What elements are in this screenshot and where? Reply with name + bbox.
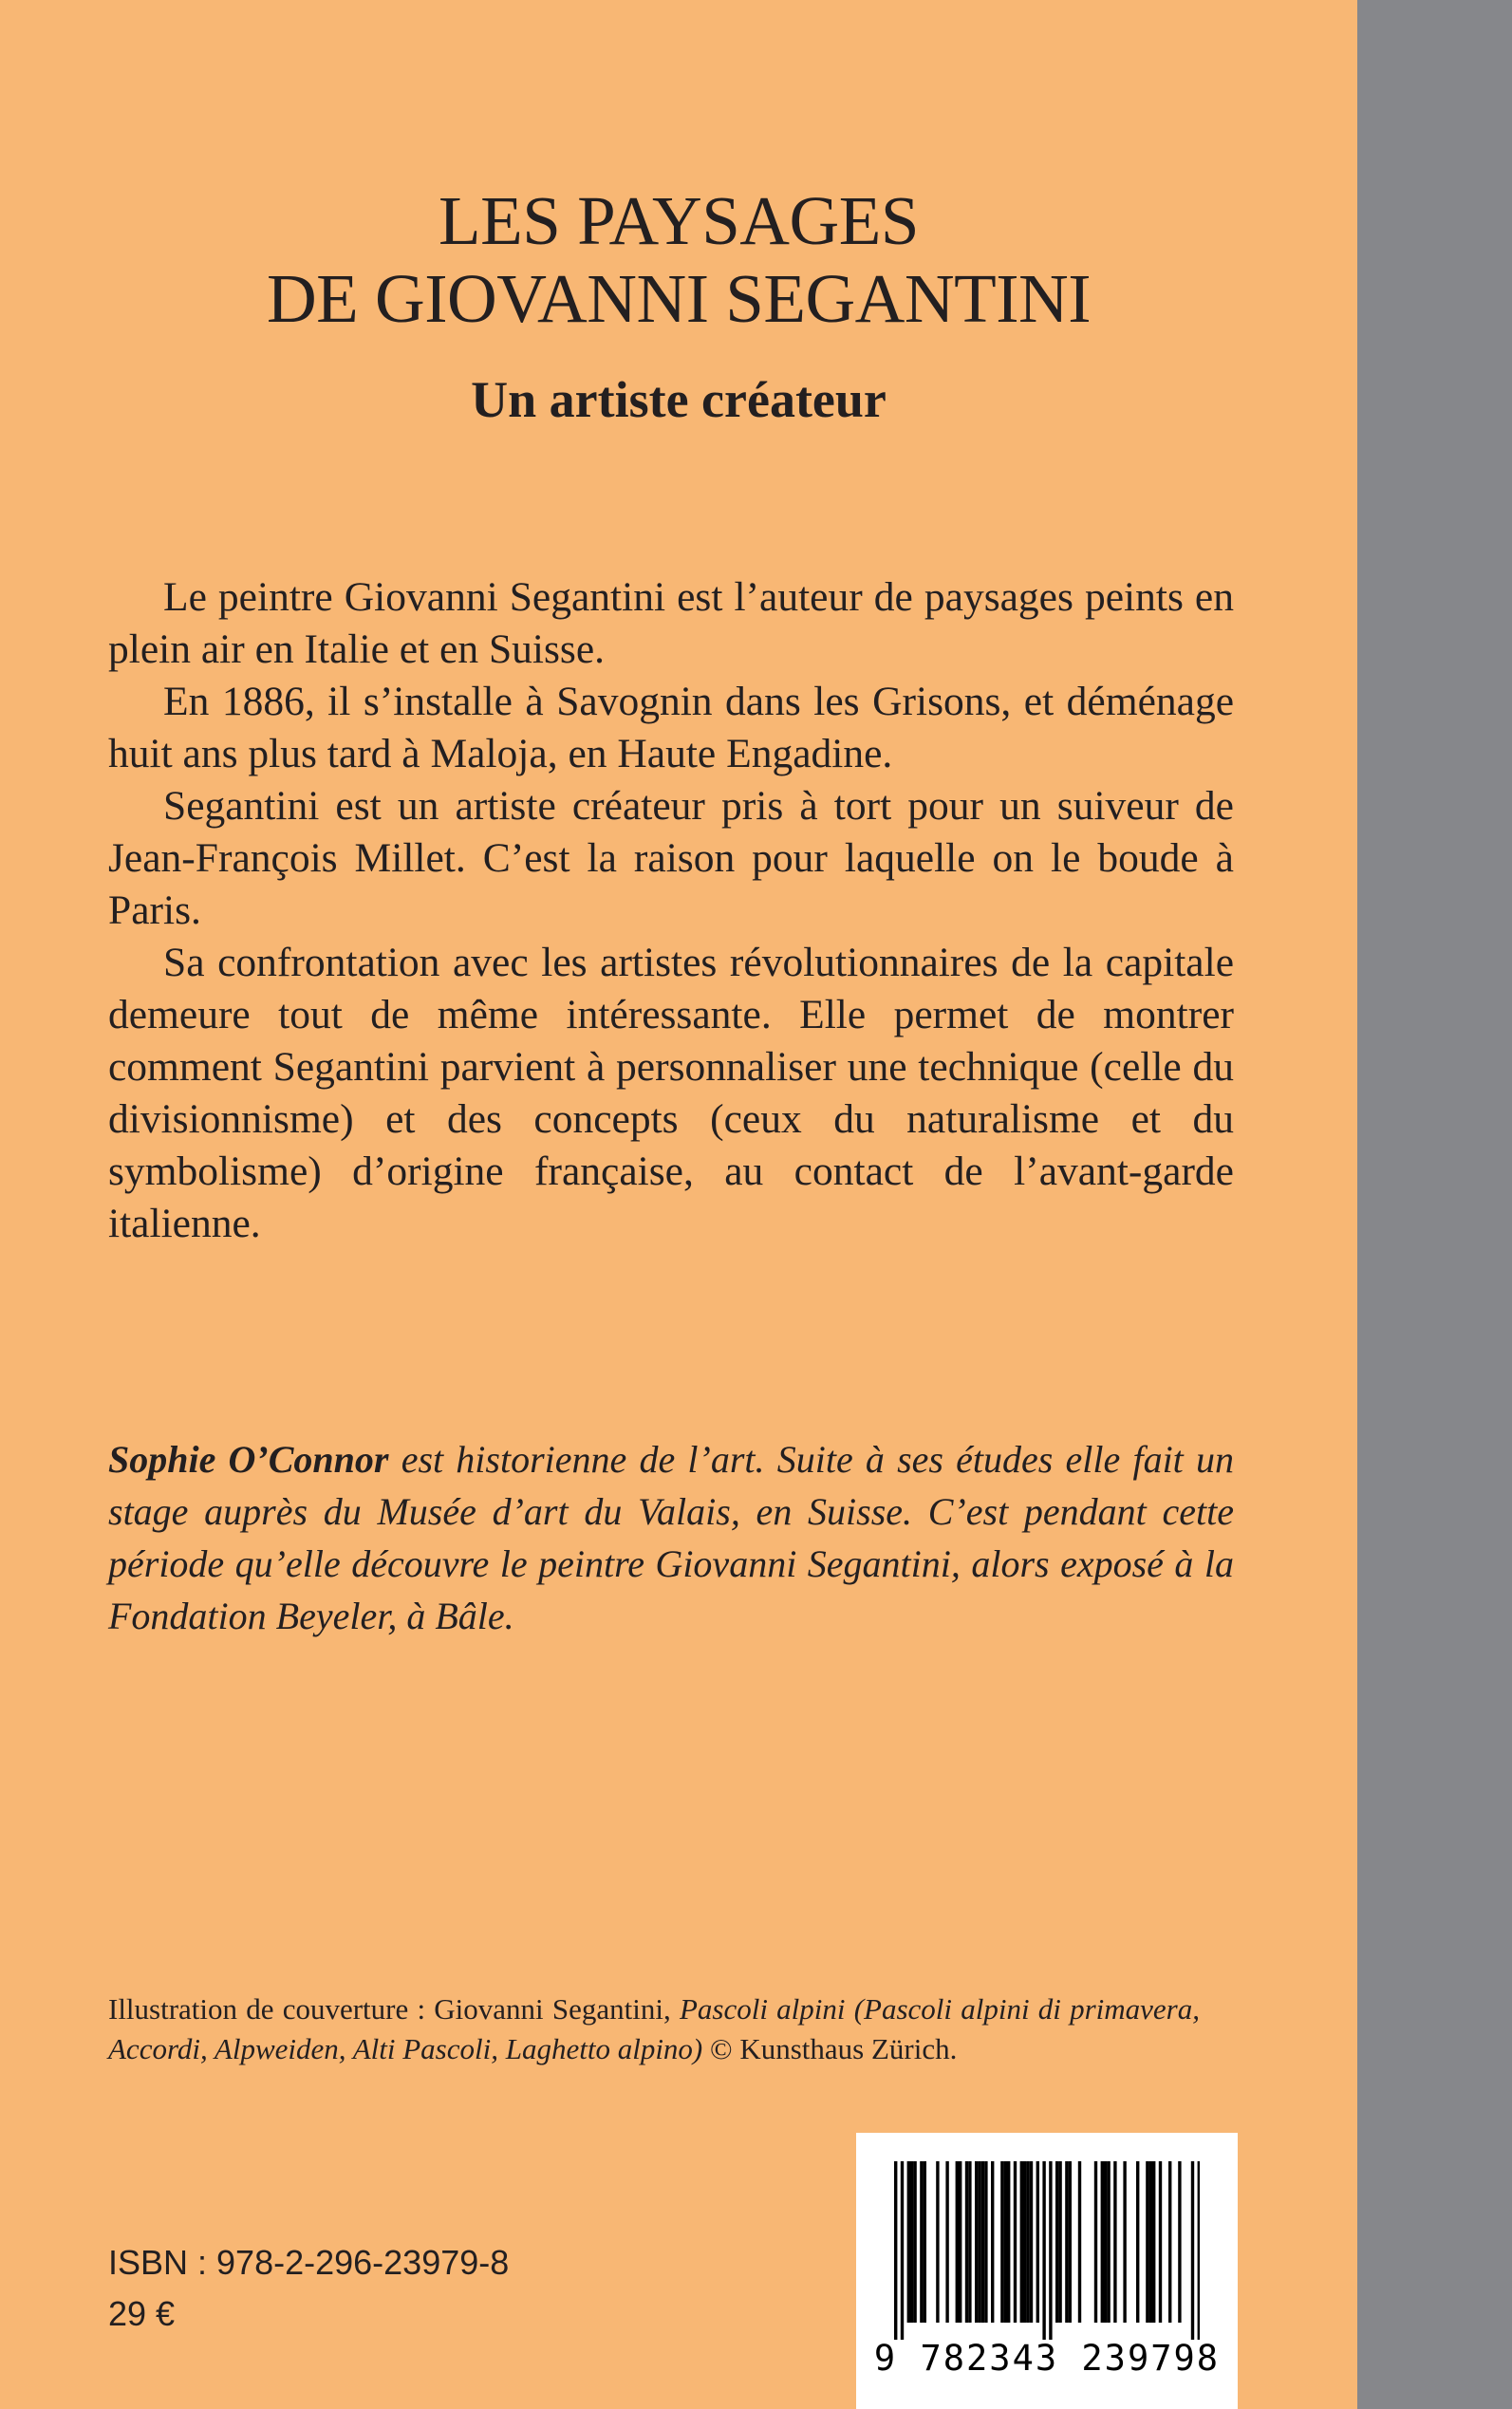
barcode-bar xyxy=(1104,2161,1107,2323)
barcode-bar xyxy=(975,2161,978,2323)
barcode-bar xyxy=(1000,2161,1003,2323)
barcode-bar xyxy=(1149,2161,1152,2323)
blurb-paragraph-1: Le peintre Giovanni Segantini est l’auteur de paysages peints en plein air en Italie et en Suisse. xyxy=(108,574,1234,672)
blurb-paragraph-4: Sa confrontation avec les artistes révolutionnaires de la capitale demeure tout de même intéressante. Elle permet de montrer comment Segantini parvient à personnaliser une technique (celle du divisionnisme) et des concepts (ceux du naturalisme et du symbolisme) d’origine française, au contact de l’avant-garde italienne. xyxy=(108,940,1234,1246)
barcode-bar xyxy=(968,2161,971,2323)
barcode-bar xyxy=(1168,2161,1171,2323)
barcode-bar xyxy=(984,2161,987,2323)
barcode-bar xyxy=(1146,2161,1148,2323)
barcode-bar xyxy=(1036,2161,1039,2323)
book-title-line-2: DE GIOVANNI SEGANTINI xyxy=(266,260,1092,337)
barcode-bar xyxy=(1191,2161,1194,2340)
barcode-bar xyxy=(936,2161,939,2323)
barcode-bar xyxy=(924,2161,926,2323)
barcode-bar xyxy=(1014,2161,1017,2323)
barcode-bar xyxy=(1058,2161,1061,2323)
illustration-credit xyxy=(108,1989,1200,2069)
barcode-bar xyxy=(1065,2161,1068,2323)
barcode-bar xyxy=(894,2161,897,2340)
barcode-bar xyxy=(1107,2161,1110,2323)
barcode-bar xyxy=(1042,2161,1045,2340)
blurb-paragraph-3: Segantini est un artiste créateur pris à tort pour un suiveur de Jean-François Millet. C’est la raison pour laquelle on le boude à Paris. xyxy=(108,783,1234,933)
barcode-bar xyxy=(1026,2161,1029,2323)
barcode-bar xyxy=(945,2161,948,2323)
barcode-bar xyxy=(920,2161,923,2323)
barcode-bar xyxy=(1178,2161,1181,2323)
barcode-bar xyxy=(956,2161,959,2323)
barcode-bar xyxy=(1101,2161,1104,2323)
credit-suffix: © Kunsthaus Zürich. xyxy=(702,2032,958,2065)
barcode-bar xyxy=(1020,2161,1023,2323)
credit-work-title: Pascoli alpini (Pascoli alpini di primavera, Accordi, Alpweiden, Alti Pascoli, Laghetto alpino) xyxy=(108,1992,1200,2065)
barcode-bar xyxy=(1094,2161,1097,2323)
isbn-label: ISBN : 978-2-296-23979-8 xyxy=(108,2243,510,2282)
barcode-bar xyxy=(1136,2161,1139,2323)
barcode-bar xyxy=(965,2161,968,2323)
barcode-bar xyxy=(1078,2161,1081,2323)
author-name: Sophie O’Connor xyxy=(108,1438,389,1481)
barcode-bar xyxy=(901,2161,904,2340)
barcode-bar xyxy=(1055,2161,1058,2323)
barcode-bar xyxy=(1030,2161,1033,2323)
barcode-bar xyxy=(1049,2161,1052,2340)
barcode-bar xyxy=(1159,2161,1162,2323)
barcode-bar xyxy=(913,2161,916,2323)
barcode-bar xyxy=(1123,2161,1126,2323)
barcode-bar xyxy=(959,2161,961,2323)
barcode-bar xyxy=(1004,2161,1007,2323)
barcode-bar xyxy=(991,2161,994,2323)
barcode-bar xyxy=(981,2161,984,2323)
barcode-bar xyxy=(1007,2161,1010,2323)
barcode-bar xyxy=(907,2161,910,2323)
book-title-line-1: LES PAYSAGES xyxy=(439,182,919,259)
barcode-bars-icon xyxy=(894,2161,1200,2342)
credit-prefix: Illustration de couverture : Giovanni Segantini, xyxy=(108,1992,680,2026)
price-label: 29 € xyxy=(108,2294,176,2333)
barcode-bar xyxy=(1023,2161,1026,2323)
barcode-digits: 9 782343 239798 xyxy=(873,2338,1221,2379)
barcode-bar xyxy=(1069,2161,1072,2323)
barcode-bar xyxy=(978,2161,980,2323)
barcode-bar xyxy=(1152,2161,1155,2323)
blurb-paragraph-2: En 1886, il s’installe à Savognin dans les Grisons, et déménage huit ans plus tard à Maloja, en Haute Engadine. xyxy=(108,679,1234,776)
author-bio-text: est historienne de l’art. Suite à ses études elle fait un stage auprès du Musée d’art du Valais, en Suisse. C’est pendant cette période qu’elle découvre le peintre Giovanni Segantini, alors exposé à la Fondation Beyeler, à Bâle. xyxy=(108,1438,1234,1637)
author-bio xyxy=(108,1433,1234,1642)
barcode-bar xyxy=(1198,2161,1200,2340)
barcode xyxy=(856,2133,1238,2409)
book-subtitle: Un artiste créateur xyxy=(471,371,887,428)
barcode-bar xyxy=(910,2161,913,2323)
spine-strip xyxy=(1357,0,1512,2409)
barcode-bar xyxy=(1113,2161,1116,2323)
